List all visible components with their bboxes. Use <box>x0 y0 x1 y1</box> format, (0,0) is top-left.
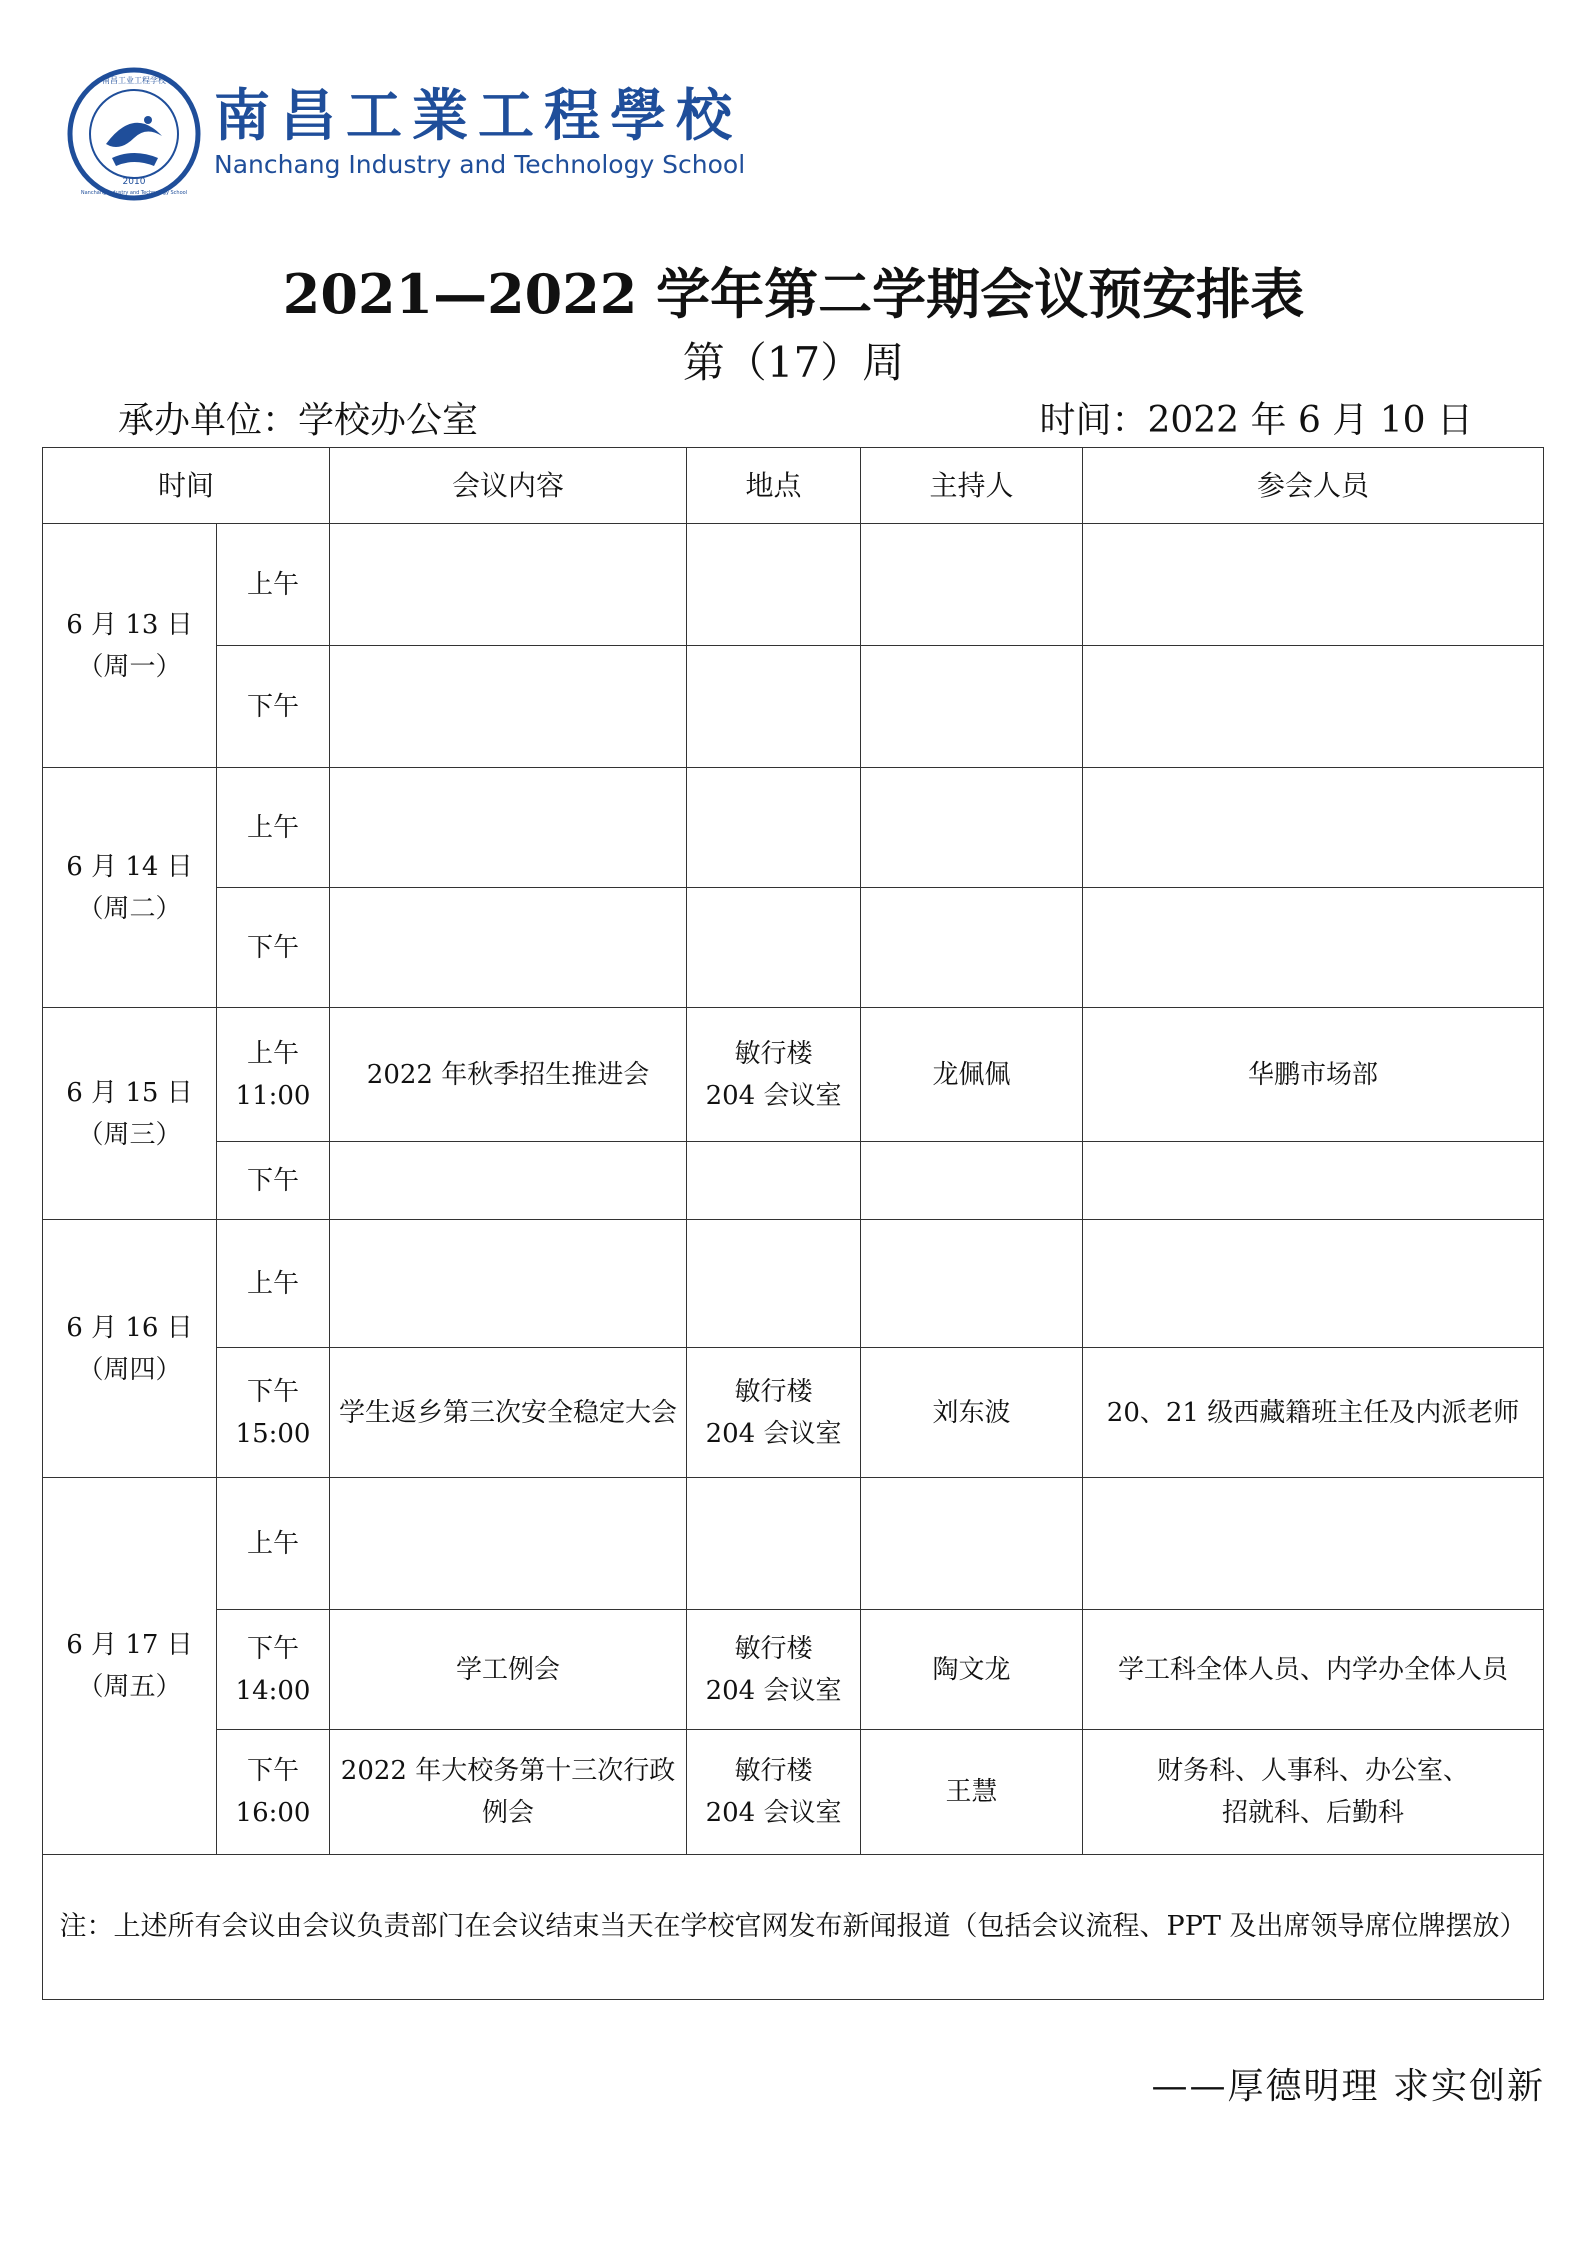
attendees-cell <box>1083 646 1544 768</box>
note-cell: 注：上述所有会议由会议负责部门在会议结束当天在学校官网发布新闻报道（包括会议流程、PPT 及出席领导席位牌摆放） <box>43 1855 1544 2000</box>
header-content: 会议内容 <box>330 448 687 524</box>
schedule-table <box>42 447 1544 2000</box>
attendees-cell <box>1083 1220 1544 1348</box>
place-cell <box>687 1142 861 1220</box>
table-row <box>43 1610 1544 1730</box>
table-row <box>43 1220 1544 1348</box>
date-label: 时间：2022 年 6 月 10 日 <box>1039 400 1473 441</box>
table-row <box>43 888 1544 1008</box>
place-cell <box>687 768 861 888</box>
logo-cn-text: 南昌工业工程学校 <box>102 76 166 85</box>
content-cell: 2022 年大校务第十三次行政例会 <box>330 1730 687 1855</box>
content-cell: 2022 年秋季招生推进会 <box>330 1008 687 1142</box>
content-cell <box>330 1220 687 1348</box>
attendees-cell <box>1083 1142 1544 1220</box>
header-place: 地点 <box>687 448 861 524</box>
attendees-cell: 财务科、人事科、办公室、 招就科、后勤科 <box>1083 1730 1544 1855</box>
note-row <box>43 1855 1544 2000</box>
host-cell <box>861 768 1083 888</box>
school-motto: ——厚德明理 求实创新 <box>1151 2066 1545 2107</box>
table-row <box>43 1348 1544 1478</box>
logo-en-text: Nanchang Industry and Technology School <box>80 190 188 196</box>
content-cell: 学工例会 <box>330 1610 687 1730</box>
host-cell <box>861 1478 1083 1610</box>
period-cell: 下午 <box>217 888 330 1008</box>
table-row <box>43 768 1544 888</box>
day-cell: 6 月 15 日 （周三） <box>43 1008 217 1220</box>
attendees-cell: 华鹏市场部 <box>1083 1008 1544 1142</box>
school-logo <box>66 66 202 202</box>
host-cell: 王慧 <box>861 1730 1083 1855</box>
school-name-cn: 南昌工業工程學校 <box>214 83 742 149</box>
content-cell <box>330 1478 687 1610</box>
school-name-en: Nanchang Industry and Technology School <box>214 150 746 179</box>
table-row <box>43 1730 1544 1855</box>
table-row <box>43 646 1544 768</box>
period-cell: 下午 <box>217 646 330 768</box>
host-cell <box>861 888 1083 1008</box>
period-cell: 上午 <box>217 768 330 888</box>
content-cell <box>330 768 687 888</box>
content-cell <box>330 524 687 646</box>
place-cell <box>687 1220 861 1348</box>
table-row <box>43 1478 1544 1610</box>
period-cell: 上午 <box>217 1220 330 1348</box>
period-cell: 下午 14:00 <box>217 1610 330 1730</box>
period-cell: 上午 <box>217 1478 330 1610</box>
header-host: 主持人 <box>861 448 1083 524</box>
host-cell: 龙佩佩 <box>861 1008 1083 1142</box>
header-attendees: 参会人员 <box>1083 448 1544 524</box>
attendees-cell <box>1083 1478 1544 1610</box>
day-cell: 6 月 16 日 （周四） <box>43 1220 217 1478</box>
attendees-cell <box>1083 888 1544 1008</box>
logo-year: 2010 <box>122 177 146 187</box>
place-cell: 敏行楼 204 会议室 <box>687 1348 861 1478</box>
period-cell: 下午 <box>217 1142 330 1220</box>
attendees-cell: 20、21 级西藏籍班主任及内派老师 <box>1083 1348 1544 1478</box>
day-cell: 6 月 14 日 （周二） <box>43 768 217 1008</box>
table-row <box>43 1142 1544 1220</box>
host-cell: 陶文龙 <box>861 1610 1083 1730</box>
attendees-cell: 学工科全体人员、内学办全体人员 <box>1083 1610 1544 1730</box>
period-cell: 下午 15:00 <box>217 1348 330 1478</box>
table-row <box>43 524 1544 646</box>
place-cell <box>687 1478 861 1610</box>
period-cell: 上午 11:00 <box>217 1008 330 1142</box>
host-cell <box>861 1220 1083 1348</box>
place-cell <box>687 888 861 1008</box>
day-cell: 6 月 17 日 （周五） <box>43 1478 217 1855</box>
host-cell <box>861 524 1083 646</box>
attendees-cell <box>1083 524 1544 646</box>
content-cell <box>330 646 687 768</box>
page-title: 2021—2022 学年第二学期会议预安排表 <box>282 262 1305 326</box>
place-cell: 敏行楼 204 会议室 <box>687 1610 861 1730</box>
header-time: 时间 <box>43 448 330 524</box>
period-cell: 上午 <box>217 524 330 646</box>
place-cell: 敏行楼 204 会议室 <box>687 1008 861 1142</box>
day-cell: 6 月 13 日 （周一） <box>43 524 217 768</box>
place-cell <box>687 524 861 646</box>
host-cell: 刘东波 <box>861 1348 1083 1478</box>
table-row <box>43 1008 1544 1142</box>
host-cell <box>861 646 1083 768</box>
attendees-cell <box>1083 768 1544 888</box>
place-cell: 敏行楼 204 会议室 <box>687 1730 861 1855</box>
week-label: 第（17）周 <box>682 338 905 387</box>
content-cell <box>330 1142 687 1220</box>
content-cell <box>330 888 687 1008</box>
place-cell <box>687 646 861 768</box>
table-header-row <box>43 448 1544 524</box>
host-cell <box>861 1142 1083 1220</box>
period-cell: 下午 16:00 <box>217 1730 330 1855</box>
content-cell: 学生返乡第三次安全稳定大会 <box>330 1348 687 1478</box>
organizer-label: 承办单位：学校办公室 <box>118 400 479 441</box>
